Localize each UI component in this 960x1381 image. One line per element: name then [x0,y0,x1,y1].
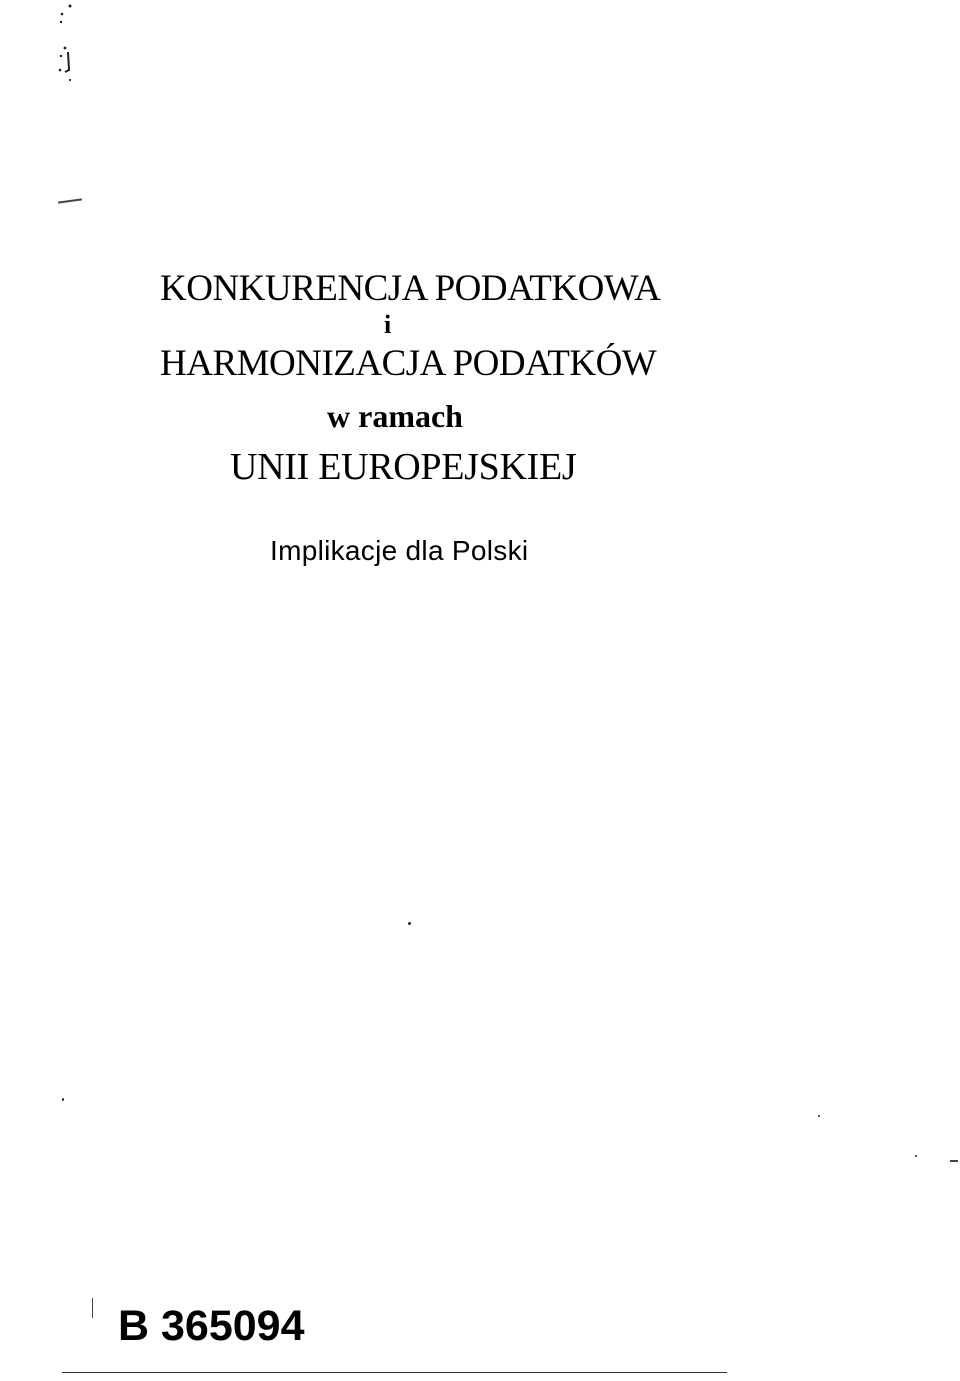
bottom-rule [62,1372,727,1373]
scan-speck [818,1115,820,1117]
title-line-3: w ramach [327,398,463,434]
scan-dash-mark [58,198,82,203]
scan-speck [408,922,411,925]
title-line-2: HARMONIZACJA PODATKÓW [160,343,657,384]
library-call-number: B 365094 [118,1302,305,1350]
scan-speck [62,1098,64,1101]
scan-dash-mark [950,1160,958,1162]
scan-margin-marks [52,0,82,90]
subtitle: Implikacje dla Polski [270,535,529,566]
scan-speck [915,1155,917,1157]
scan-edge-mark [92,1298,93,1318]
title-line-4: UNII EUROPEJSKIEJ [230,446,577,488]
title-line-1: KONKURENCJA PODATKOWA [160,268,661,309]
title-connector: i [384,310,392,339]
